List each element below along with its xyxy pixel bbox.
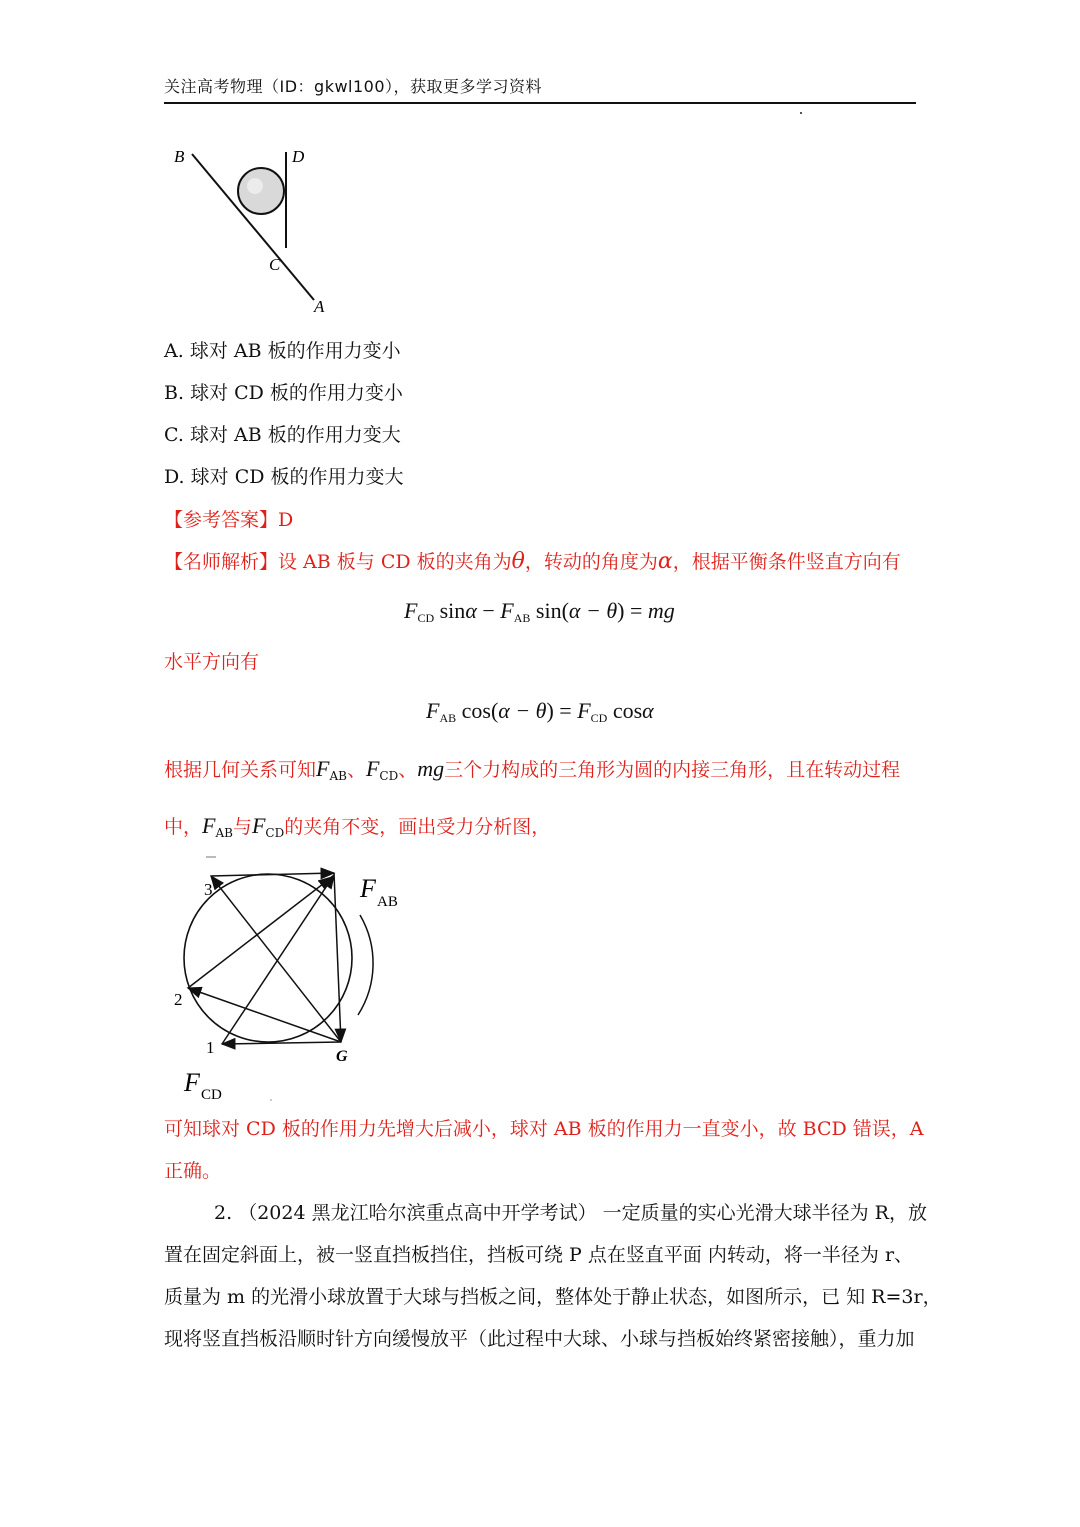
- option-letter: D.: [164, 466, 185, 488]
- analysis-geometry-1: [164, 754, 900, 789]
- rotation-arc: [358, 915, 373, 1015]
- eq-angle: α − θ: [568, 598, 618, 623]
- label-f-cd-sub: CD: [201, 1087, 222, 1103]
- figure-force-circle: [164, 855, 424, 1105]
- label-f-cd: F: [184, 1068, 200, 1097]
- answer-line: [164, 507, 293, 533]
- analysis-text: 设 AB 板与 CD 板的夹角为: [278, 551, 512, 573]
- equation-vertical: [404, 596, 675, 633]
- symbol-f: F: [404, 598, 418, 623]
- problem-2-line: 置在固定斜面上，被一竖直挡板挡住，挡板可绕 P 点在竖直平面 内转动，将一半径为 r、: [164, 1244, 914, 1266]
- subscript-cd: CD: [590, 711, 608, 725]
- analysis-text: ，转动的角度为: [524, 551, 658, 573]
- symbol-f: F: [316, 756, 330, 781]
- symbol-f: F: [202, 813, 216, 838]
- analysis-text: 正确。: [164, 1160, 222, 1182]
- analysis-intro: [164, 549, 901, 575]
- subscript-cd: CD: [379, 769, 399, 783]
- symbol-f: F: [426, 698, 440, 723]
- subscript-ab: AB: [215, 826, 233, 840]
- symbol-mg: mg: [417, 756, 445, 781]
- symbol-alpha: α: [657, 549, 673, 574]
- label-f-ab: F: [360, 874, 376, 903]
- symbol-alpha: α: [642, 698, 654, 723]
- separator: 、: [398, 759, 418, 781]
- force-line: [222, 875, 334, 1044]
- eq-text: ) =: [546, 698, 578, 723]
- problem-2-line: 现将竖直挡板沿顺时针方向缓慢放平（此过程中大球、小球与挡板始终紧密接触），重力加: [164, 1328, 915, 1350]
- analysis-conclusion-1: [164, 1116, 924, 1142]
- subscript-cd: CD: [417, 611, 435, 625]
- analysis-text: 中，: [164, 816, 203, 838]
- analysis-text: 水平方向有: [164, 651, 260, 673]
- label-f-ab-sub: AB: [377, 894, 398, 910]
- eq-text: −: [476, 598, 501, 623]
- symbol-f: F: [365, 756, 380, 781]
- eq-angle: α − θ: [498, 698, 547, 723]
- symbol-f: F: [500, 598, 514, 623]
- option-text: 球对 AB 板的作用力变大: [189, 424, 401, 446]
- separator: 、: [346, 759, 366, 781]
- force-line: [211, 876, 341, 1042]
- option-letter: A.: [164, 340, 184, 362]
- answer-value: D: [278, 509, 294, 531]
- symbol-mg: mg: [647, 598, 675, 623]
- ball-highlight: [247, 178, 263, 194]
- symbol-alpha: α: [465, 598, 477, 623]
- eq-text: sin: [434, 598, 466, 623]
- analysis-text: 可知球对 CD 板的作用力先增大后减小，球对 AB 板的作用力一直变小，故 BCD 错误，A: [164, 1118, 924, 1140]
- problem-text: 一定质量的实心光滑大球半径为 R，放: [602, 1202, 927, 1224]
- point-2: 2: [174, 990, 183, 1009]
- point-3: 3: [204, 880, 213, 899]
- analysis-text: 的夹角不变，画出受力分析图，: [284, 816, 551, 838]
- stray-dot: [800, 112, 802, 114]
- subscript-cd: CD: [265, 826, 285, 840]
- eq-text: cos(: [456, 698, 499, 723]
- figure-ball-between-boards: [164, 140, 354, 320]
- option-b: [164, 380, 403, 406]
- analysis-horizontal: [164, 649, 259, 675]
- force-line: [188, 988, 341, 1042]
- header-text: 关注高考物理（ID：gkwl100），获取更多学习资料: [164, 77, 543, 96]
- analysis-text: ，根据平衡条件竖直方向有: [672, 551, 901, 573]
- subscript-ab: AB: [329, 769, 347, 783]
- analysis-text: 三个力构成的三角形为圆的内接三角形，且在转动过程: [444, 759, 901, 781]
- option-letter: B.: [164, 382, 185, 404]
- analysis-geometry-2: [164, 811, 550, 846]
- answer-label: 【参考答案】: [164, 509, 279, 531]
- analysis-text: 与: [232, 816, 252, 838]
- label-a: A: [314, 297, 325, 316]
- problem-2-line: 质量为 m 的光滑小球放置于大球与挡板之间，整体处于静止状态，如图所示，已 知 R=3r，: [164, 1286, 942, 1308]
- equation-horizontal: [426, 696, 654, 733]
- eq-text: cos: [607, 698, 643, 723]
- label-c: C: [269, 255, 281, 274]
- subscript-ab: AB: [513, 611, 531, 625]
- force-line: [222, 1042, 341, 1044]
- option-c: [164, 422, 401, 448]
- problem-2: [164, 1192, 942, 1360]
- problem-source: （2024 黑龙江哈尔滨重点高中开学考试）: [238, 1202, 597, 1224]
- page-header: [164, 76, 916, 104]
- problem-2-line: [164, 1192, 927, 1234]
- label-d: D: [292, 147, 305, 166]
- problem-number: 2.: [214, 1202, 233, 1224]
- eq-text: sin(: [530, 598, 569, 623]
- symbol-f: F: [577, 698, 591, 723]
- option-a: [164, 338, 401, 364]
- analysis-text: 根据几何关系可知: [164, 759, 317, 781]
- symbol-theta: θ: [511, 549, 525, 574]
- option-text: 球对 CD 板的作用力变大: [190, 466, 404, 488]
- eq-text: ) =: [617, 598, 648, 623]
- option-letter: C.: [164, 424, 184, 446]
- force-line: [334, 873, 341, 1042]
- symbol-f: F: [251, 813, 266, 838]
- point-1: 1: [206, 1038, 215, 1057]
- analysis-conclusion-2: [164, 1158, 221, 1184]
- option-text: 球对 CD 板的作用力变小: [190, 382, 403, 404]
- analysis-label: 【名师解析】: [164, 551, 279, 573]
- point-g: G: [336, 1048, 348, 1065]
- option-d: [164, 464, 404, 490]
- option-text: 球对 AB 板的作用力变小: [189, 340, 401, 362]
- label-b: B: [174, 147, 185, 166]
- subscript-ab: AB: [439, 711, 457, 725]
